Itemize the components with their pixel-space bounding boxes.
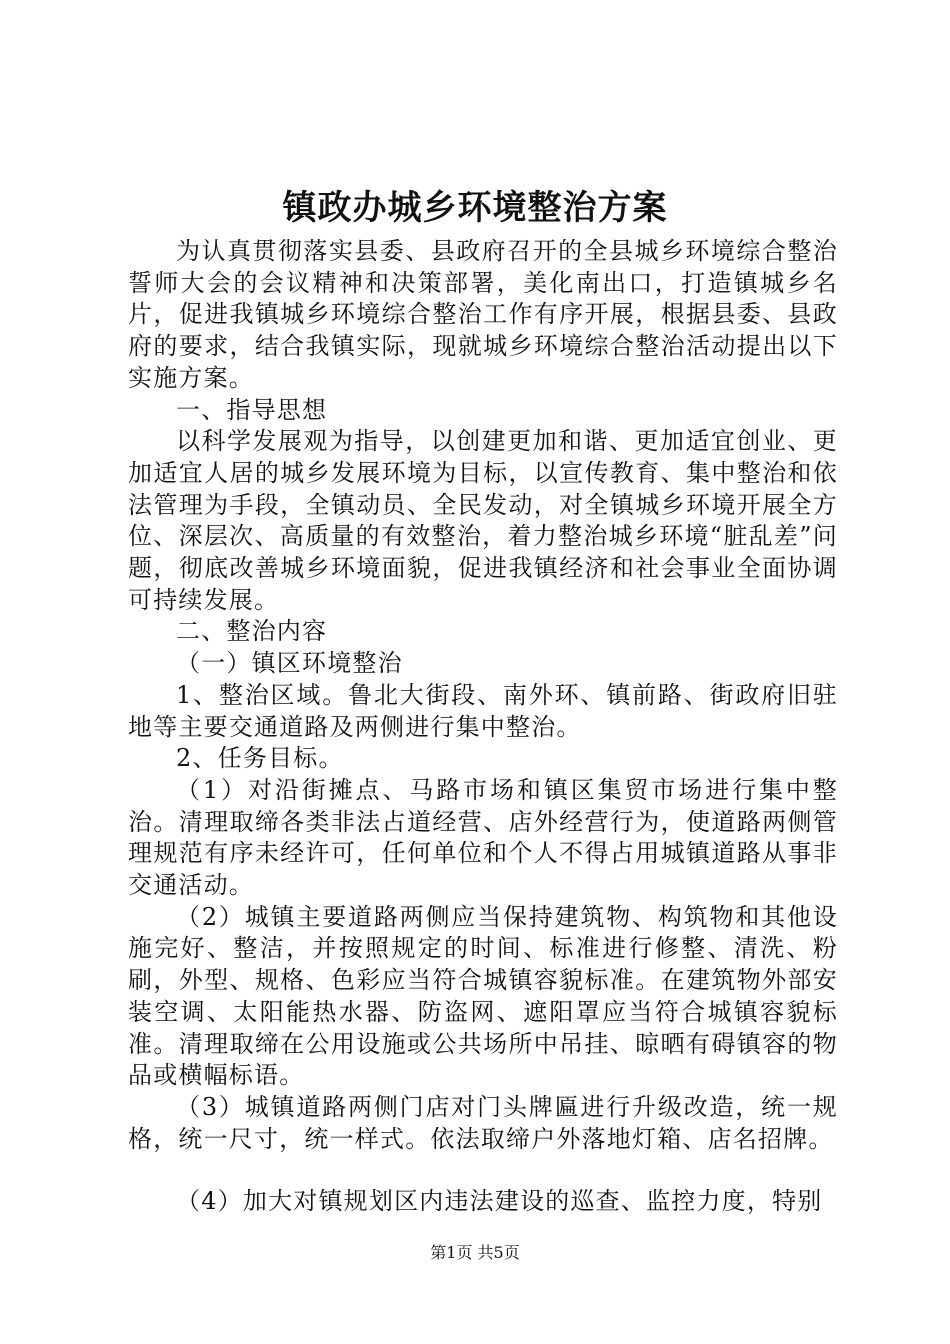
page-number: 第1页 共5页 xyxy=(430,1243,520,1262)
goal-item-2: （2）城镇主要道路两侧应当保持建筑物、构筑物和其他设施完好、整洁，并按照规定的时间、标准进行修整、清洗、粉刷，外型、规格、色彩应当符合城镇容貌标准。在建筑物外部安装空调、太阳能热水器、防盗网、遮阳罩应当符合城镇容貌标准。清理取缔在公用设施或公共场所中吊挂、晾晒有碍镇容的物品或横幅标语。 xyxy=(128,902,838,1090)
document-title: 镇政办城乡环境整治方案 xyxy=(282,188,668,228)
goal-item-4: （4）加大对镇规划区内违法建设的巡查、监控力度，特别 xyxy=(176,1187,823,1216)
section-heading-rectification-content: 二、整治内容 xyxy=(176,617,328,646)
item-rectification-area: 1、整治区域。鲁北大街段、南外环、镇前路、街政府旧驻地等主要交通道路及两侧进行集中整治。 xyxy=(128,680,838,741)
goal-item-1: （1）对沿街摊点、马路市场和镇区集贸市场进行集中整治。清理取缔各类非法占道经营、店外经营行为，使道路两侧管理规范有序未经许可，任何单位和个人不得占用城镇道路从事非交通活动。 xyxy=(128,775,838,900)
intro-paragraph: 为认真贯彻落实县委、县政府召开的全县城乡环境综合整治誓师大会的会议精神和决策部署，美化南出口，打造镇城乡名片，促进我镇城乡环境综合整治工作有序开展，根据县委、县政府的要求，结合我镇实际，现就城乡环境综合整治活动提出以下实施方案。 xyxy=(128,237,838,392)
guiding-ideology-paragraph: 以科学发展观为指导，以创建更加和谐、更加适宜创业、更加适宜人居的城乡发展环境为目标，以宣传教育、集中整治和依法管理为手段，全镇动员、全民发动，对全镇城乡环境开展全方位、深层次、高质量的有效整治，着力整治城乡环境“脏乱差”问题，彻底改善城乡环境面貌，促进我镇经济和社会事业全面协调可持续发展。 xyxy=(128,427,838,614)
section-heading-guiding-ideology: 一、指导思想 xyxy=(176,395,328,424)
goal-item-3: （3）城镇道路两侧门店对门头牌匾进行升级改造，统一规格，统一尺寸，统一样式。依法取缔户外落地灯箱、店名招牌。 xyxy=(128,1092,838,1153)
subsection-heading-town-area: （一）镇区环境整治 xyxy=(176,649,403,678)
item-task-goals: 2、任务目标。 xyxy=(176,744,344,773)
document-body xyxy=(128,236,838,1218)
